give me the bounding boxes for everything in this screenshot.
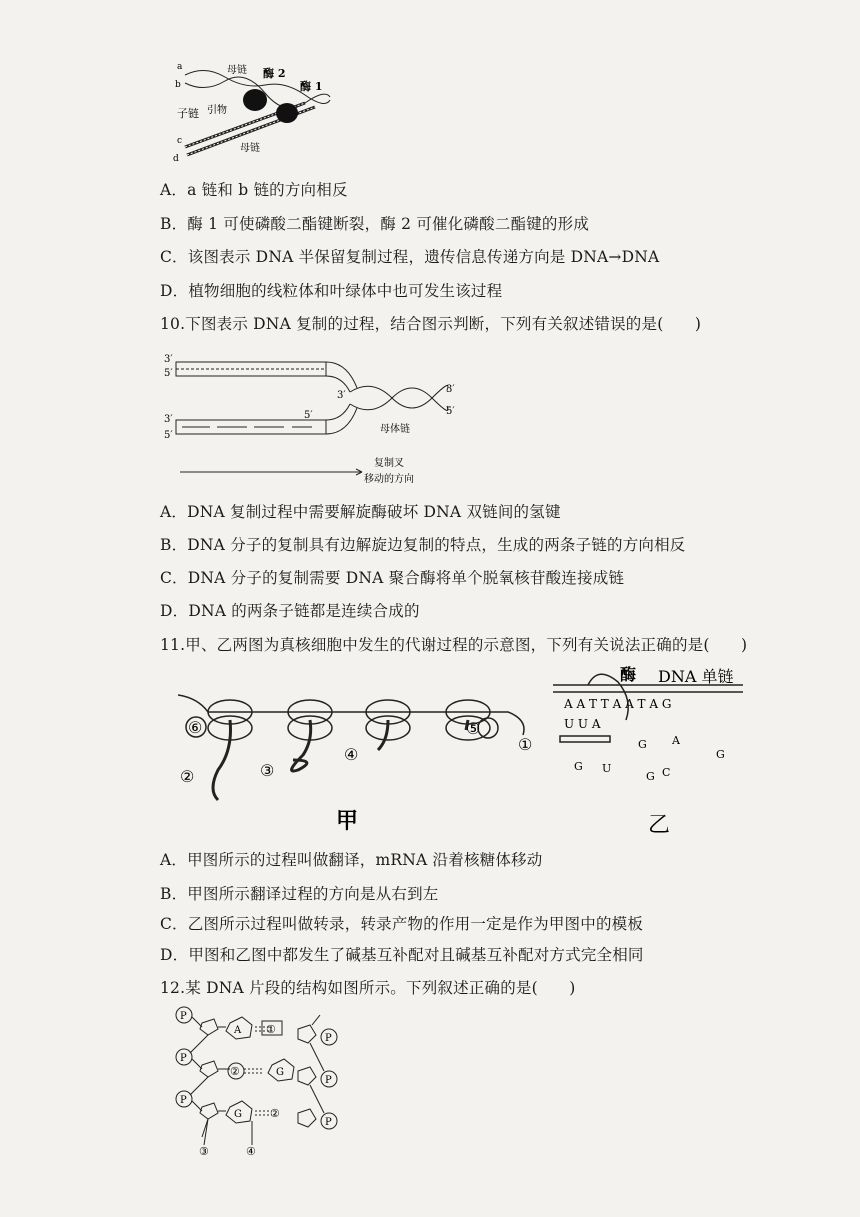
label-yi: 乙 [648, 813, 671, 838]
dna-replication-fork-figure [162, 348, 472, 490]
mid-5prime: 5′ [304, 410, 313, 421]
right-5prime: 5′ [446, 406, 455, 417]
mid-3prime: 3′ [337, 390, 346, 401]
phosphate-2: P [180, 1053, 187, 1064]
circle-5: ⑤ [466, 719, 481, 738]
label-dna-single: DNA 单链 [658, 667, 734, 686]
bottom-5prime: 5′ [164, 430, 173, 441]
fork-label-1: 复制叉 [374, 458, 404, 469]
bottom-3prime: 3′ [164, 414, 173, 425]
q9-option-a: A．a 链和 b 链的方向相反 [160, 181, 348, 199]
base-g-1: G [276, 1067, 284, 1078]
label-d: d [173, 154, 179, 164]
circle-4: ④ [344, 745, 359, 764]
q9-option-d: D．植物细胞的线粒体和叶绿体中也可发生该过程 [160, 282, 503, 300]
dna-fragment-structure-figure [172, 1005, 347, 1160]
label-circle-2b: ② [270, 1107, 280, 1120]
q10-option-a: A．DNA 复制过程中需要解旋酶破坏 DNA 双链间的氢键 [160, 503, 561, 521]
q11-option-a: A．甲图所示的过程叫做翻译，mRNA 沿着核糖体移动 [160, 851, 543, 869]
circle-2: ② [180, 767, 195, 786]
q9-option-b: B．酶 1 可使磷酸二酯键断裂，酶 2 可催化磷酸二酯键的形成 [160, 215, 590, 233]
parent-strand-label: 母体链 [380, 424, 410, 435]
q11-option-c: C．乙图所示过程叫做转录，转录产物的作用一定是作为甲图中的模板 [160, 915, 644, 933]
label-child: 子链 [177, 107, 199, 120]
q11-option-b: B．甲图所示翻译过程的方向是从右到左 [160, 885, 439, 903]
base-g-2: G [234, 1109, 242, 1120]
phosphate-5: P [325, 1075, 332, 1086]
label-mother-bottom: 母链 [240, 143, 260, 154]
paired-bases: U U A [564, 717, 601, 731]
circle-6: ⑥ [188, 718, 203, 737]
free-base-1: G [638, 738, 647, 751]
free-base-2: A [672, 734, 680, 747]
label-c: c [177, 136, 183, 146]
label-enzyme: 酶 [620, 665, 637, 684]
q10-option-c: C．DNA 分子的复制需要 DNA 聚合酶将单个脱氧核苷酸连接成链 [160, 569, 625, 587]
q11-stem: 11.甲、乙两图为真核细胞中发生的代谢过程的示意图，下列有关说法正确的是( ) [160, 636, 748, 654]
base-a: A [234, 1025, 242, 1036]
label-circle-4: ④ [246, 1145, 256, 1158]
label-b: b [175, 80, 181, 90]
label-mother-top: 母链 [227, 65, 247, 76]
label-primer: 引物 [207, 105, 227, 116]
top-5prime: 5′ [164, 368, 173, 379]
phosphate-3: P [180, 1095, 187, 1106]
circle-1: ① [518, 735, 533, 754]
template-bases: A A T T A A T A G [564, 697, 672, 711]
free-base-5: G [646, 770, 655, 783]
phosphate-1: P [180, 1011, 187, 1022]
dna-replication-enzyme-figure [165, 55, 335, 165]
label-circle-2: ② [230, 1065, 240, 1078]
free-base-4: U [602, 762, 612, 775]
label-enzyme2: 酶 2 [263, 67, 286, 80]
free-base-3: G [716, 748, 725, 761]
label-circle-1: ① [266, 1023, 276, 1036]
translation-transcription-figure [178, 660, 758, 840]
phosphate-6: P [325, 1117, 332, 1128]
circle-3: ③ [260, 761, 275, 780]
q9-option-c: C．该图表示 DNA 半保留复制过程，遗传信息传递方向是 DNA→DNA [160, 248, 660, 266]
q12-stem: 12.某 DNA 片段的结构如图所示。下列叙述正确的是( ) [160, 979, 576, 997]
label-a: a [177, 62, 183, 72]
q10-option-b: B．DNA 分子的复制具有边解旋边复制的特点，生成的两条子链的方向相反 [160, 536, 686, 554]
free-base-7: G [574, 760, 583, 773]
top-3prime: 3′ [164, 354, 173, 365]
free-base-6: C [662, 766, 671, 779]
label-circle-3: ③ [199, 1145, 209, 1158]
q10-stem: 10.下图表示 DNA 复制的过程，结合图示判断，下列有关叙述错误的是( ) [160, 315, 702, 333]
label-enzyme1: 酶 1 [300, 80, 323, 93]
q11-option-d: D．甲图和乙图中都发生了碱基互补配对且碱基互补配对方式完全相同 [160, 946, 644, 964]
right-3prime: 3′ [446, 384, 455, 395]
label-jia: 甲 [336, 808, 359, 834]
q10-option-d: D．DNA 的两条子链都是连续合成的 [160, 602, 420, 620]
phosphate-4: P [325, 1033, 332, 1044]
fork-label-2: 移动的方向 [364, 474, 414, 485]
